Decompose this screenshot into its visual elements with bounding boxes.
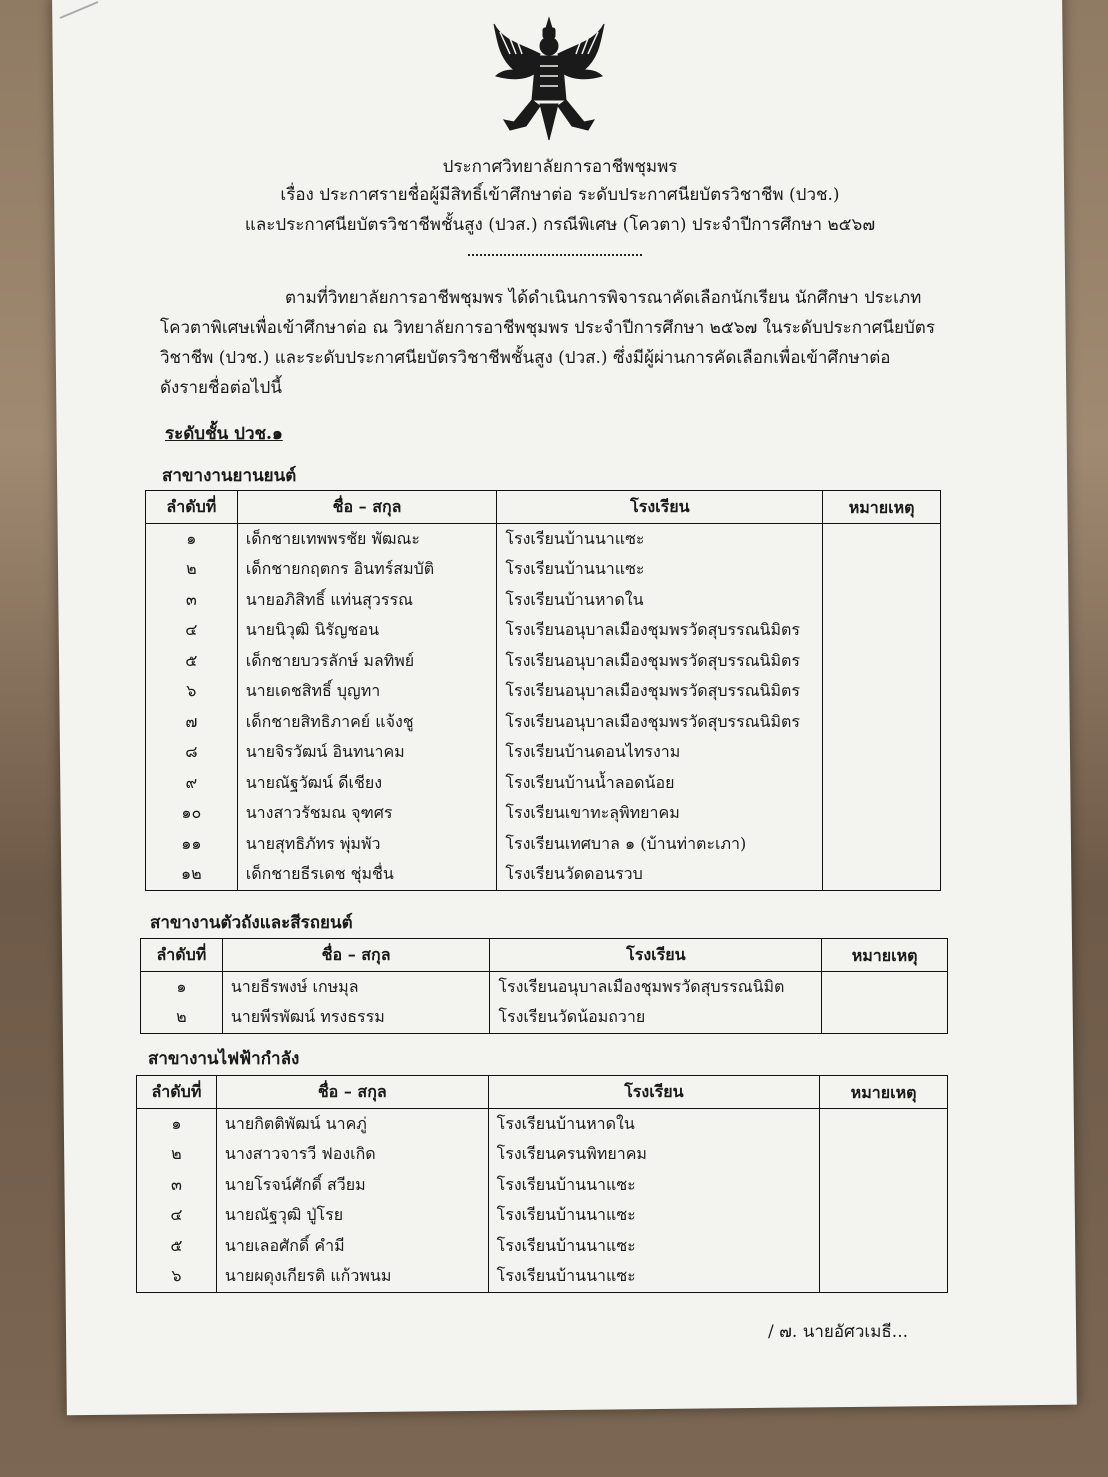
row-no: ๑ xyxy=(146,524,238,555)
students-table xyxy=(140,938,948,1034)
table-row xyxy=(137,1201,948,1232)
table-header-row xyxy=(146,491,941,524)
row-no: ๑ xyxy=(137,1109,217,1140)
col-remark-header: หมายเหตุ xyxy=(823,491,941,524)
row-school: โรงเรียนบ้านนาแซะ xyxy=(488,1231,820,1262)
row-remark xyxy=(823,707,941,738)
row-no: ๘ xyxy=(146,738,238,769)
col-remark-header: หมายเหตุ xyxy=(822,939,948,972)
table-row xyxy=(146,860,941,891)
row-school: โรงเรียนบ้านหาดใน xyxy=(497,585,823,616)
table-row xyxy=(137,1231,948,1262)
row-no: ๖ xyxy=(137,1262,217,1293)
table-row xyxy=(137,1262,948,1293)
row-no: ๑๐ xyxy=(146,799,238,830)
table-header-row xyxy=(141,939,948,972)
row-no: ๒ xyxy=(146,555,238,586)
section-title: สาขางานยานยนต์ xyxy=(162,466,297,486)
row-school: โรงเรียนอนุบาลเมืองชุมพรวัดสุบรรณนิมิตร xyxy=(497,616,823,647)
table-row xyxy=(146,738,941,769)
row-no: ๗ xyxy=(146,707,238,738)
row-school: โรงเรียนวัดดอนรวบ xyxy=(497,860,823,891)
row-name: นางสาวจารวี ฟองเกิด xyxy=(216,1140,488,1171)
col-school-header: โรงเรียน xyxy=(490,939,822,972)
continuation-note: / ๗. นายอัศวเมธี... xyxy=(768,1322,909,1342)
row-remark xyxy=(823,524,941,555)
row-remark xyxy=(823,616,941,647)
row-school: โรงเรียนครนพิทยาคม xyxy=(488,1140,820,1171)
table-row xyxy=(146,829,941,860)
intro-line: ตามที่วิทยาลัยการอาชีพชุมพร ได้ดำเนินการพิจารณาคัดเลือกนักเรียน นักศึกษา ประเภท xyxy=(285,288,922,308)
row-no: ๙ xyxy=(146,768,238,799)
row-school: โรงเรียนอนุบาลเมืองชุมพรวัดสุบรรณนิมิตร xyxy=(497,646,823,677)
row-remark xyxy=(820,1109,948,1140)
table-row xyxy=(146,799,941,830)
row-no: ๑๑ xyxy=(146,829,238,860)
announcement-subject: เรื่อง ประกาศรายชื่อผู้มีสิทธิ์เข้าศึกษาต่อ ระดับประกาศนียบัตรวิชาชีพ (ปวช.) xyxy=(280,185,840,205)
intro-line: วิชาชีพ (ปวช.) และระดับประกาศนียบัตรวิชาชีพชั้นสูง (ปวส.) ซึ่งมีผู้ผ่านการคัดเลือกเพื่อเข้าศึกษาต่อ xyxy=(160,348,891,368)
intro-line: ดังรายชื่อต่อไปนี้ xyxy=(160,378,282,398)
row-name: นายจิรวัฒน์ อินทนาคม xyxy=(237,738,497,769)
row-name: นายณัฐวุฒิ ปู่โรย xyxy=(216,1201,488,1232)
col-school-header: โรงเรียน xyxy=(488,1076,820,1109)
row-school: โรงเรียนอนุบาลเมืองชุมพรวัดสุบรรณนิมิตร xyxy=(497,677,823,708)
row-name: เด็กชายเทพพรชัย พัฒณะ xyxy=(237,524,497,555)
row-no: ๔ xyxy=(146,616,238,647)
students-table xyxy=(145,490,941,891)
row-no: ๒ xyxy=(141,1003,223,1034)
dotted-divider xyxy=(468,254,642,256)
table-row xyxy=(146,585,941,616)
table-row xyxy=(141,972,948,1003)
row-remark xyxy=(823,585,941,616)
table-row xyxy=(146,677,941,708)
section-title: สาขางานไฟฟ้ากำลัง xyxy=(148,1049,300,1069)
row-school: โรงเรียนบ้านหาดใน xyxy=(488,1109,820,1140)
row-name: นายธีรพงษ์ เกษมุล xyxy=(222,972,490,1003)
row-name: นายโรจน์ศักดิ์ สวียม xyxy=(216,1170,488,1201)
row-school: โรงเรียนบ้านน้ำลอดน้อย xyxy=(497,768,823,799)
row-name: นายณัฐวัฒน์ ดีเชียง xyxy=(237,768,497,799)
row-remark xyxy=(823,646,941,677)
row-no: ๕ xyxy=(146,646,238,677)
row-remark xyxy=(823,799,941,830)
intro-line: โควตาพิเศษเพื่อเข้าศึกษาต่อ ณ วิทยาลัยการอาชีพชุมพร ประจำปีการศึกษา ๒๕๖๗ ในระดับประกาศนียบัตร xyxy=(160,318,935,338)
row-name: เด็กชายบวรลักษ์ มลทิพย์ xyxy=(237,646,497,677)
table-row xyxy=(137,1140,948,1171)
table-row xyxy=(146,555,941,586)
row-no: ๔ xyxy=(137,1201,217,1232)
row-name: นายผดุงเกียรติ แก้วพนม xyxy=(216,1262,488,1293)
table-row xyxy=(146,707,941,738)
row-name: เด็กชายกฤตกร อินทร์สมบัติ xyxy=(237,555,497,586)
table-row xyxy=(137,1170,948,1201)
row-remark xyxy=(823,677,941,708)
table-row xyxy=(137,1109,948,1140)
row-remark xyxy=(823,829,941,860)
row-name: นางสาวรัชมณ จุฑศร xyxy=(237,799,497,830)
row-remark xyxy=(820,1201,948,1232)
row-remark xyxy=(820,1262,948,1293)
row-school: โรงเรียนบ้านนาแซะ xyxy=(488,1262,820,1293)
table-row xyxy=(146,768,941,799)
row-remark xyxy=(820,1170,948,1201)
row-no: ๒ xyxy=(137,1140,217,1171)
col-school-header: โรงเรียน xyxy=(497,491,823,524)
announcement-subject-cont: และประกาศนียบัตรวิชาชีพชั้นสูง (ปวส.) กรณีพิเศษ (โควตา) ประจำปีการศึกษา ๒๕๖๗ xyxy=(244,215,876,235)
col-no-header: ลำดับที่ xyxy=(141,939,223,972)
col-no-header: ลำดับที่ xyxy=(137,1076,217,1109)
row-remark xyxy=(823,738,941,769)
row-remark xyxy=(822,972,948,1003)
col-no-header: ลำดับที่ xyxy=(146,491,238,524)
announcement-title: ประกาศวิทยาลัยการอาชีพชุมพร xyxy=(442,157,678,177)
row-no: ๑๒ xyxy=(146,860,238,891)
table-row xyxy=(146,616,941,647)
row-name: นายสุทธิภัทร พุ่มพัว xyxy=(237,829,497,860)
section-title: สาขางานตัวถังและสีรถยนต์ xyxy=(150,913,353,933)
table-row xyxy=(146,524,941,555)
row-name: นายกิตติพัฒน์ นาคภู่ xyxy=(216,1109,488,1140)
row-no: ๑ xyxy=(141,972,223,1003)
row-school: โรงเรียนบ้านดอนไทรงาม xyxy=(497,738,823,769)
students-table xyxy=(136,1075,948,1293)
row-name: นายพีรพัฒน์ ทรงธรรม xyxy=(222,1003,490,1034)
row-no: ๓ xyxy=(137,1170,217,1201)
row-school: โรงเรียนอนุบาลเมืองชุมพรวัดสุบรรณนิมิตร xyxy=(497,707,823,738)
row-name: นายอภิสิทธิ์ แท่นสุวรรณ xyxy=(237,585,497,616)
table-header-row xyxy=(137,1076,948,1109)
level-heading: ระดับชั้น ปวช.๑ xyxy=(165,424,283,444)
row-school: โรงเรียนบ้านนาแซะ xyxy=(497,524,823,555)
row-school: โรงเรียนบ้านนาแซะ xyxy=(488,1201,820,1232)
col-name-header: ชื่อ – สกุล xyxy=(216,1076,488,1109)
row-name: นายเดชสิทธิ์ บุญทา xyxy=(237,677,497,708)
row-remark xyxy=(822,1003,948,1034)
row-remark xyxy=(820,1231,948,1262)
table-row xyxy=(141,1003,948,1034)
row-school: โรงเรียนวัดน้อมถวาย xyxy=(490,1003,822,1034)
row-no: ๓ xyxy=(146,585,238,616)
row-school: โรงเรียนเขาทะลุพิทยาคม xyxy=(497,799,823,830)
intro-paragraph xyxy=(160,283,950,403)
garuda-emblem-icon xyxy=(490,14,608,142)
row-remark xyxy=(820,1140,948,1171)
row-name: เด็กชายสิทธิภาคย์ แจ้งชู xyxy=(237,707,497,738)
col-name-header: ชื่อ – สกุล xyxy=(237,491,497,524)
row-school: โรงเรียนอนุบาลเมืองชุมพรวัดสุบรรณนิมิต xyxy=(490,972,822,1003)
table-row xyxy=(146,646,941,677)
col-remark-header: หมายเหตุ xyxy=(820,1076,948,1109)
row-remark xyxy=(823,768,941,799)
row-name: นายนิวุฒิ นิรัญชอน xyxy=(237,616,497,647)
row-name: นายเลอศักดิ์ คำมี xyxy=(216,1231,488,1262)
row-remark xyxy=(823,860,941,891)
row-remark xyxy=(823,555,941,586)
row-school: โรงเรียนบ้านนาแซะ xyxy=(497,555,823,586)
col-name-header: ชื่อ – สกุล xyxy=(222,939,490,972)
row-name: เด็กชายธีรเดช ชุ่มชื่น xyxy=(237,860,497,891)
row-no: ๕ xyxy=(137,1231,217,1262)
row-school: โรงเรียนบ้านนาแซะ xyxy=(488,1170,820,1201)
row-school: โรงเรียนเทศบาล ๑ (บ้านท่าตะเภา) xyxy=(497,829,823,860)
row-no: ๖ xyxy=(146,677,238,708)
